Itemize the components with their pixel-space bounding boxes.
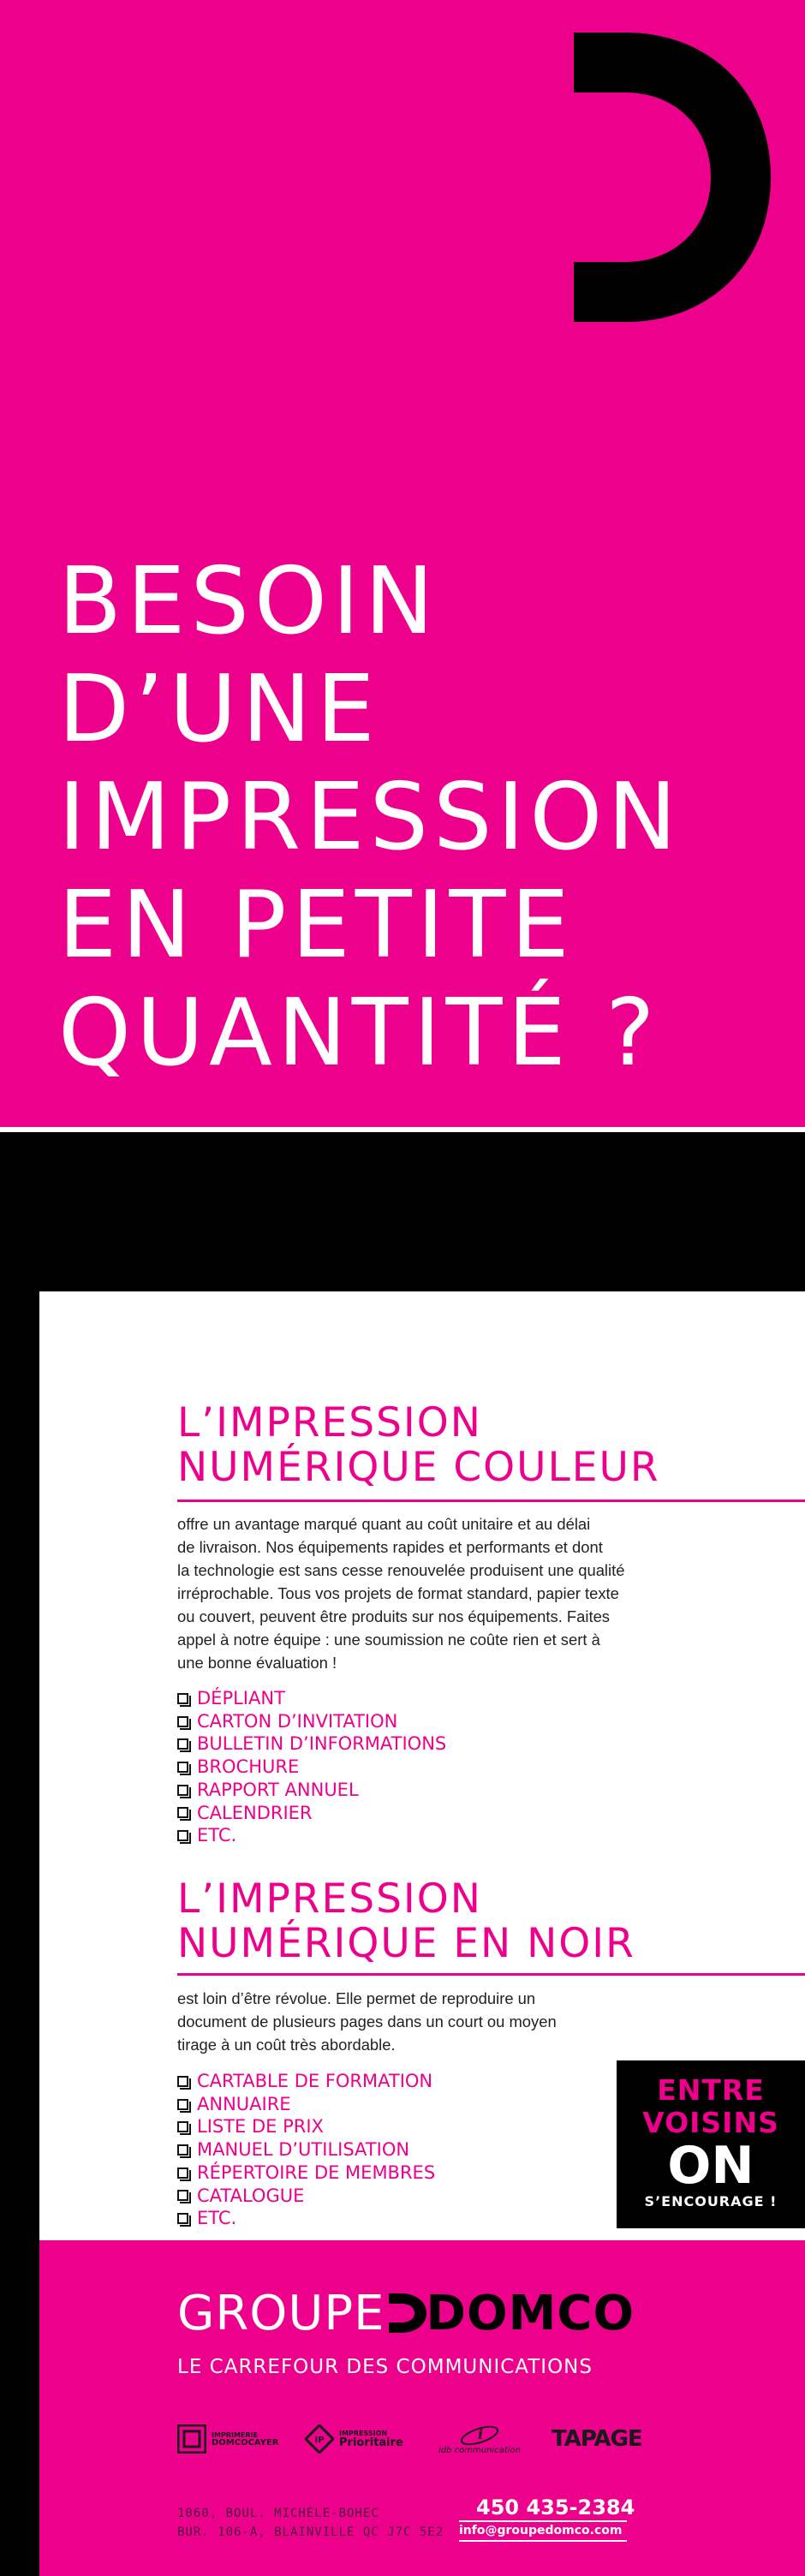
- badge-line: ON: [667, 2136, 754, 2196]
- list-item: [177, 2093, 435, 2116]
- product-list-bw: [177, 2070, 435, 2230]
- list-item-label: CARTABLE DE FORMATION: [197, 2071, 433, 2091]
- brand-right: DOMCO: [426, 2286, 635, 2341]
- black-band: [0, 1132, 805, 1291]
- body-line: est loin d’être révolue. Elle permet de reproduire un: [177, 1989, 536, 2007]
- headline-line: BESOIN: [58, 548, 439, 655]
- svg-text:i: i: [477, 2426, 484, 2442]
- list-item: [177, 2138, 435, 2162]
- list-item-label: MANUEL D’UTILISATION: [197, 2139, 410, 2161]
- list-item-label: CALENDRIER: [197, 1802, 313, 1823]
- list-item-label: BULLETIN D’INFORMATIONS: [197, 1733, 447, 1755]
- section-body-color: [177, 1512, 640, 1674]
- svg-text:IP: IP: [314, 2436, 325, 2445]
- headline: [58, 548, 778, 1088]
- list-item-label: CATALOGUE: [197, 2185, 305, 2206]
- list-item-label: RAPPORT ANNUEL: [197, 1779, 359, 1800]
- checkbox-icon: [177, 1716, 188, 1727]
- list-item: [177, 2070, 435, 2093]
- brand-left: GROUPE: [177, 2286, 385, 2341]
- section-rule: [177, 1500, 805, 1502]
- black-side-bar: [0, 1132, 39, 2576]
- list-item-label: ETC.: [197, 2208, 237, 2229]
- list-item: [177, 1687, 446, 1710]
- checkbox-icon: [177, 2099, 188, 2110]
- list-item: [177, 1779, 446, 1802]
- partner-label: IMPRESSION: [339, 2429, 388, 2437]
- list-item-label: RÉPERTOIRE DE MEMBRES: [197, 2162, 436, 2183]
- section-body-bw: [177, 1987, 623, 2056]
- section-title-line: L’IMPRESSION: [177, 1399, 482, 1446]
- checkbox-icon: [177, 1738, 188, 1750]
- list-item: [177, 1756, 446, 1779]
- partner-tapage[interactable]: TAPAGE: [552, 2426, 642, 2452]
- address: [177, 2504, 444, 2542]
- phone-underline: [459, 2520, 627, 2522]
- tagline: LE CARREFOUR DES COMMUNICATIONS: [177, 2356, 593, 2378]
- headline-line: D’UNE: [58, 656, 380, 763]
- phone-number[interactable]: 450 435-2384: [476, 2496, 635, 2519]
- brand-d-icon: [389, 2293, 426, 2333]
- partner-label: IMPRIMERIE: [212, 2431, 258, 2439]
- section-title-line: NUMÉRIQUE EN NOIR: [177, 1920, 635, 1967]
- list-item-label: BROCHURE: [197, 1756, 300, 1778]
- body-line: de livraison. Nos équipements rapides et performants et dont: [177, 1538, 603, 1556]
- checkbox-icon: [177, 1762, 188, 1773]
- list-item-label: ETC.: [197, 1825, 237, 1846]
- list-item-label: CARTON D’INVITATION: [197, 1710, 398, 1732]
- badge-line: ENTRE: [657, 2073, 765, 2107]
- badge-line: S’ENCOURAGE !: [644, 2193, 778, 2209]
- list-item: [177, 1710, 446, 1733]
- partner-domcocayer[interactable]: [177, 2418, 279, 2460]
- body-line: tirage à un coût très abordable.: [177, 2036, 396, 2054]
- idb-swoosh-icon: [458, 2422, 501, 2446]
- body-line: ou couvert, peuvent être produits sur nos équipements. Faites: [177, 1607, 611, 1625]
- brand-logo: [177, 2287, 635, 2341]
- list-item: [177, 2115, 435, 2138]
- address-line: 1060, BOUL. MICHÈLE-BOHEC: [177, 2507, 379, 2520]
- domcocayer-icon: [177, 2424, 206, 2454]
- list-item: [177, 2207, 435, 2230]
- checkbox-icon: [177, 2190, 188, 2201]
- body-line: irréprochable. Tous vos projets de format standard, papier texte: [177, 1584, 619, 1602]
- list-item-label: LISTE DE PRIX: [197, 2116, 324, 2138]
- list-item: [177, 1802, 446, 1825]
- badge-line: VOISINS: [642, 2106, 779, 2139]
- list-item-label: ANNUAIRE: [197, 2093, 291, 2114]
- checkbox-icon: [177, 1693, 188, 1704]
- body-line: la technologie est sans cesse renouvelée produisent une qualité: [177, 1561, 625, 1579]
- body-line: offre un avantage marqué quant au coût unitaire et au délai: [177, 1515, 591, 1533]
- body-line: une bonne évaluation !: [177, 1654, 337, 1672]
- list-item-label: DÉPLIANT: [197, 1688, 285, 1708]
- headline-line: EN PETITE: [58, 872, 575, 979]
- list-item: [177, 1824, 446, 1847]
- partner-label: idb communication: [438, 2446, 521, 2455]
- section-title-line: NUMÉRIQUE COULEUR: [177, 1444, 660, 1491]
- email-link[interactable]: info@groupedomco.com: [459, 2524, 623, 2537]
- body-line: appel à notre équipe : une soumission ne coûte rien et sert à: [177, 1631, 600, 1649]
- checkbox-icon: [177, 2213, 188, 2224]
- partner-label: Prioritaire: [339, 2436, 403, 2449]
- section-title-line: L’IMPRESSION: [177, 1875, 482, 1923]
- domco-d-logo-icon: [574, 33, 771, 322]
- checkbox-icon: [177, 1785, 188, 1796]
- partner-label: DOMCOCAYER: [212, 2438, 279, 2448]
- product-list-color: [177, 1687, 446, 1847]
- checkbox-icon: [177, 2168, 188, 2179]
- checkbox-icon: [177, 2121, 188, 2132]
- list-item: [177, 2185, 435, 2208]
- checkbox-icon: [177, 2144, 188, 2156]
- partner-impression-prioritaire[interactable]: [305, 2418, 403, 2460]
- list-item: [177, 2162, 435, 2185]
- prioritaire-icon: [305, 2424, 334, 2454]
- email-underline: [459, 2540, 627, 2542]
- promo-badge: [617, 2060, 805, 2228]
- partner-idb[interactable]: [438, 2418, 521, 2460]
- headline-line: IMPRESSION: [58, 764, 683, 871]
- list-item: [177, 1732, 446, 1756]
- headline-line: QUANTITÉ ?: [58, 980, 660, 1087]
- checkbox-icon: [177, 1830, 188, 1841]
- body-line: document de plusieurs pages dans un court ou moyen: [177, 2012, 557, 2030]
- section-title-bw: [177, 1877, 635, 1966]
- address-line: BUR. 106-A, BLAINVILLE QC J7C 5E2: [177, 2525, 444, 2539]
- section-rule: [177, 1973, 805, 1976]
- section-title-color: [177, 1401, 660, 1490]
- checkbox-icon: [177, 2076, 188, 2087]
- checkbox-icon: [177, 1807, 188, 1818]
